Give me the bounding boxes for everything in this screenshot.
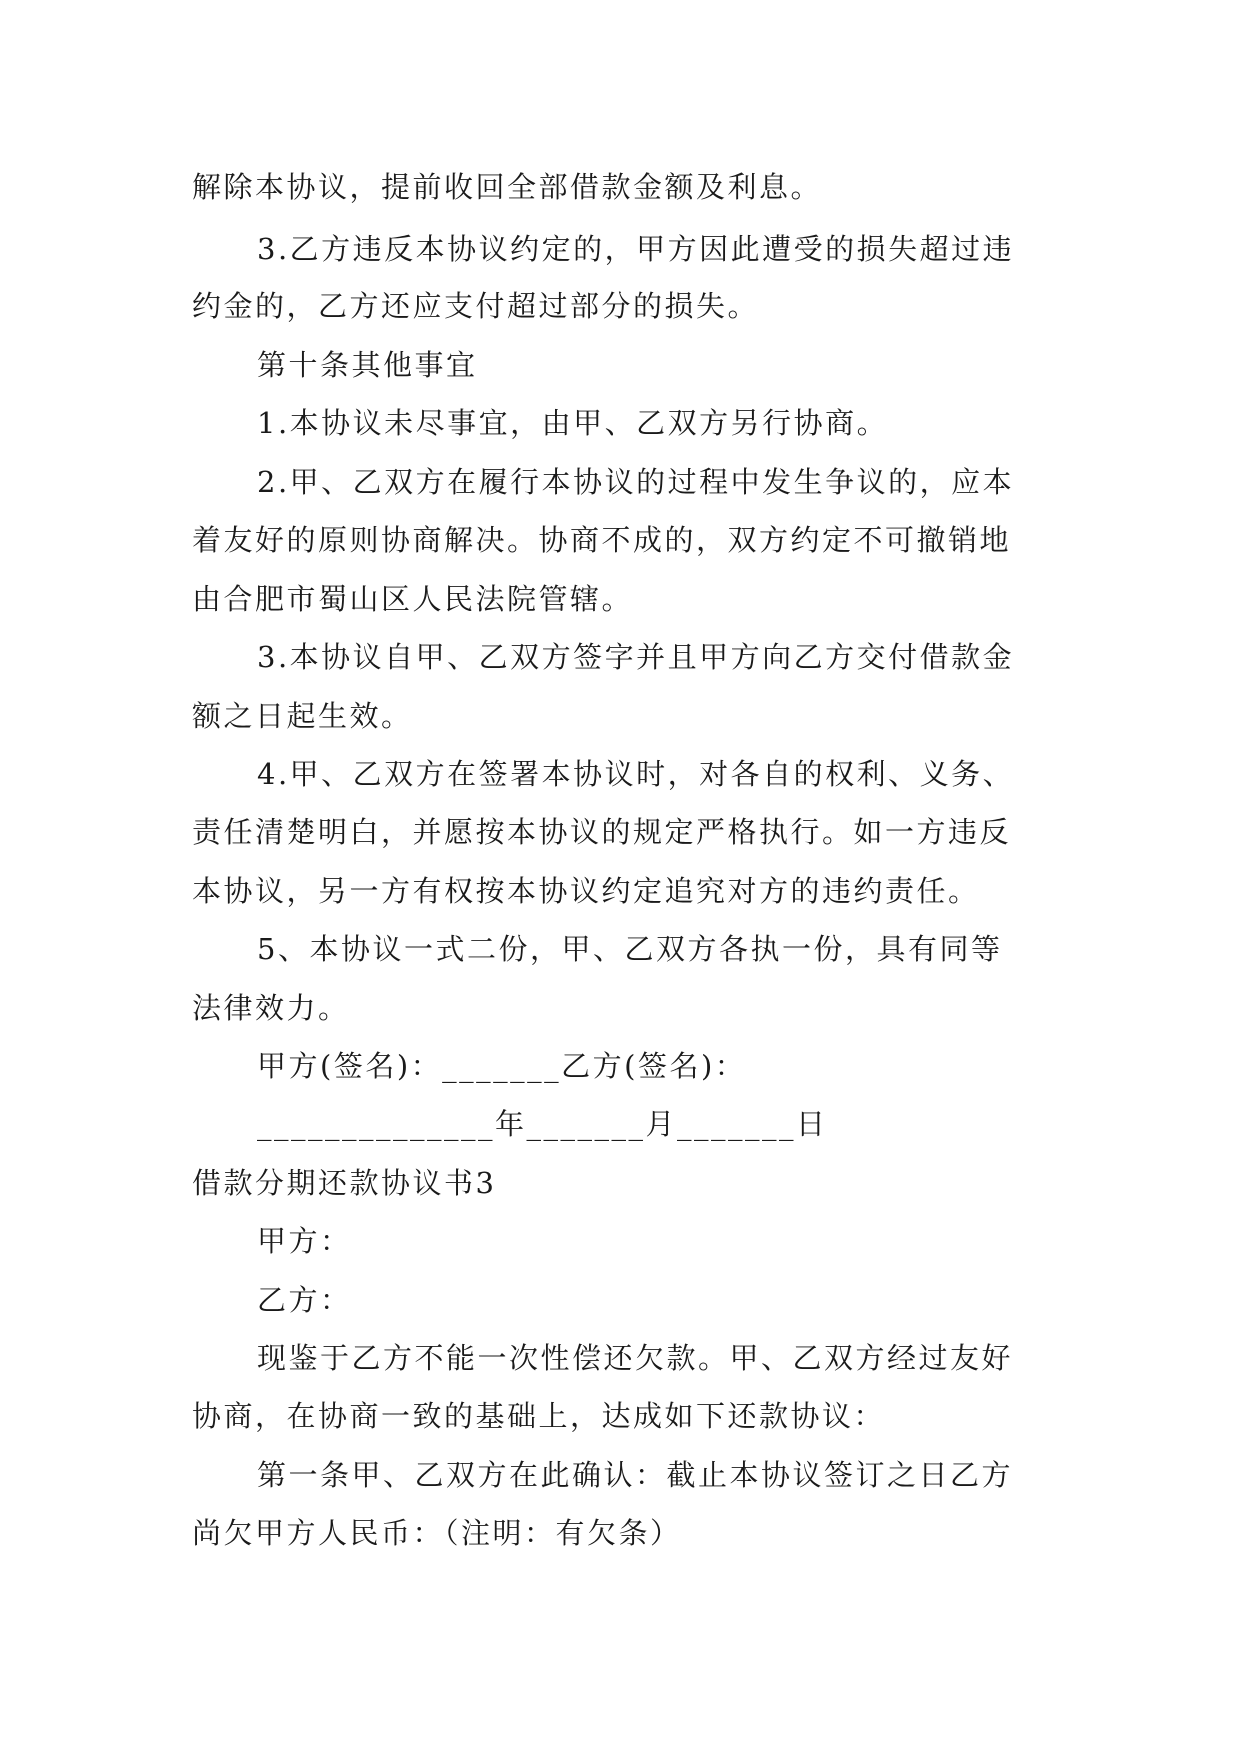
paragraph-line: 解除本协议，提前收回全部借款金额及利息。 <box>192 170 823 204</box>
paragraph-line: 着友好的原则协商解决。协商不成的，双方约定不可撤销地 <box>192 523 1012 557</box>
date-line: ______________年_______月_______日 <box>257 1107 828 1141</box>
paragraph-line: 4.甲、乙双方在签署本协议时，对各自的权利、义务、 <box>257 757 1015 791</box>
paragraph-line: 协商，在协商一致的基础上，达成如下还款协议： <box>192 1399 886 1433</box>
paragraph-line: 额之日起生效。 <box>192 699 413 733</box>
paragraph-line: 法律效力。 <box>192 991 350 1025</box>
paragraph-line: 5、本协议一式二份，甲、乙双方各执一份，具有同等 <box>257 932 1003 966</box>
paragraph-line: 1.本协议未尽事宜，由甲、乙双方另行协商。 <box>257 406 889 440</box>
paragraph-line: 责任清楚明白，并愿按本协议的规定严格执行。如一方违反 <box>192 815 1012 849</box>
paragraph-line: 现鉴于乙方不能一次性偿还欠款。甲、乙双方经过友好 <box>257 1341 1014 1375</box>
party-a-line: 甲方： <box>257 1224 352 1258</box>
paragraph-line: 本协议，另一方有权按本协议约定追究对方的违约责任。 <box>192 874 980 908</box>
paragraph-line: 约金的，乙方还应支付超过部分的损失。 <box>192 289 760 323</box>
party-b-line: 乙方： <box>257 1283 352 1317</box>
document-title: 借款分期还款协议书3 <box>192 1166 497 1200</box>
paragraph-line: 3.乙方违反本协议约定的，甲方因此遭受的损失超过违 <box>257 232 1015 266</box>
paragraph-line: 尚欠甲方人民币：（注明：有欠条） <box>192 1516 682 1550</box>
section-heading: 第十条其他事宜 <box>257 348 478 382</box>
paragraph-line: 由合肥市蜀山区人民法院管辖。 <box>192 582 634 616</box>
signature-line: 甲方(签名)：_______乙方(签名)： <box>257 1049 747 1083</box>
paragraph-line: 第一条甲、乙双方在此确认：截止本协议签订之日乙方 <box>257 1458 1014 1492</box>
paragraph-line: 2.甲、乙双方在履行本协议的过程中发生争议的，应本 <box>257 465 1015 499</box>
paragraph-line: 3.本协议自甲、乙双方签字并且甲方向乙方交付借款金 <box>257 640 1015 674</box>
